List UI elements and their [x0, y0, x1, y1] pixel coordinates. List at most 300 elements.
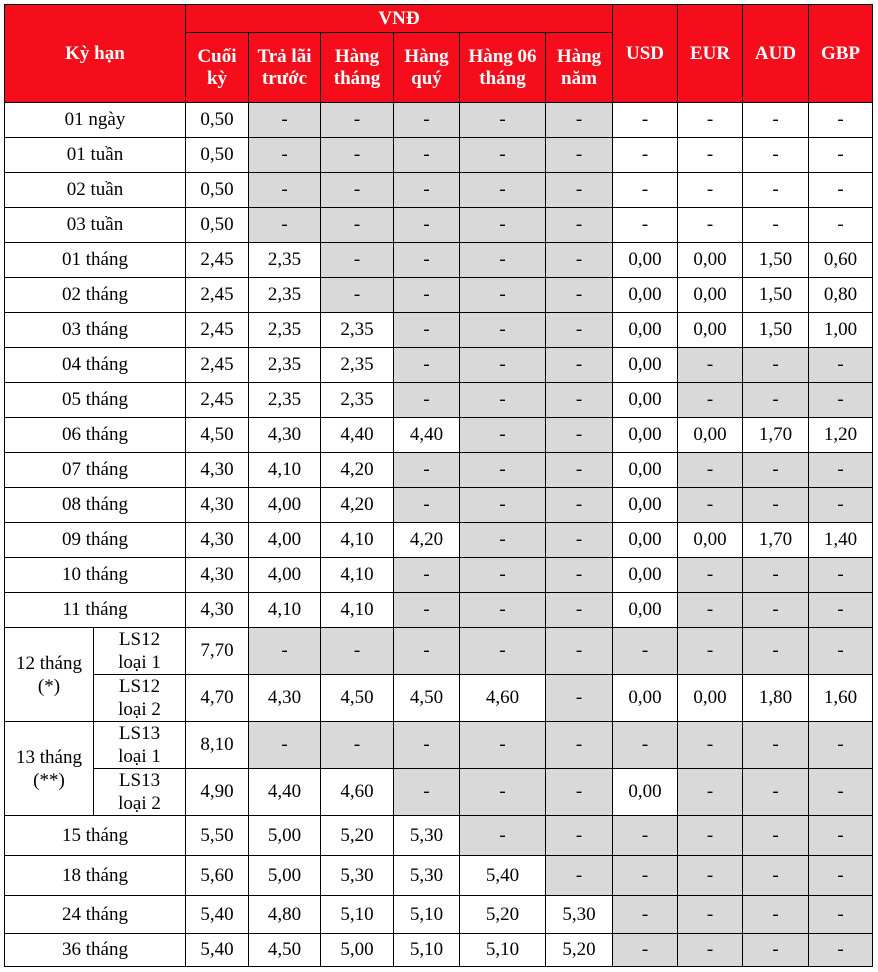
rate-cell: 5,40 [186, 934, 249, 967]
rate-cell: 4,30 [186, 488, 249, 523]
sub-term-cell [94, 675, 186, 722]
rate-cell: - [678, 173, 743, 208]
term-cell: 08 tháng [5, 488, 186, 523]
rate-cell: - [321, 173, 394, 208]
rate-cell: - [678, 103, 743, 138]
rate-cell: 4,20 [321, 488, 394, 523]
rate-cell: 4,40 [321, 418, 394, 453]
rate-cell: 2,35 [249, 348, 321, 383]
rate-cell: - [809, 488, 873, 523]
rate-cell: 7,70 [186, 628, 249, 675]
rate-cell: - [678, 934, 743, 967]
rate-cell: 2,35 [321, 348, 394, 383]
rate-cell: 2,45 [186, 278, 249, 313]
rate-cell: - [809, 173, 873, 208]
rate-cell: 1,70 [743, 418, 809, 453]
rate-cell: - [678, 628, 743, 675]
table-row [5, 675, 873, 722]
rate-cell: 1,50 [743, 278, 809, 313]
rate-cell: 4,60 [460, 675, 546, 722]
rate-cell: 1,00 [809, 313, 873, 348]
rate-cell: 4,20 [394, 523, 460, 558]
rate-cell: - [678, 722, 743, 769]
rate-cell: - [460, 278, 546, 313]
rate-cell: - [394, 138, 460, 173]
rate-cell: - [809, 816, 873, 856]
rate-cell: - [249, 138, 321, 173]
rate-cell: - [809, 769, 873, 816]
table-row [5, 488, 873, 523]
rate-cell: 5,00 [321, 934, 394, 967]
rate-cell: - [809, 103, 873, 138]
term-cell: 02 tuần [5, 173, 186, 208]
rate-cell: 0,00 [613, 523, 678, 558]
rate-cell: - [460, 348, 546, 383]
rate-cell: 0,00 [613, 453, 678, 488]
rate-cell: 0,00 [613, 558, 678, 593]
rate-cell: 1,80 [743, 675, 809, 722]
rate-cell: - [613, 722, 678, 769]
rate-cell: - [321, 722, 394, 769]
rate-cell: - [678, 816, 743, 856]
rate-cell: 5,20 [546, 934, 613, 967]
rate-cell: 4,60 [321, 769, 394, 816]
rate-cell: - [743, 769, 809, 816]
sub-term-cell [94, 628, 186, 675]
rate-cell: 4,20 [321, 453, 394, 488]
term-cell: 15 tháng [5, 816, 186, 856]
term-cell: 01 tháng [5, 243, 186, 278]
table-row [5, 722, 873, 769]
vnd-col-header: Hàng tháng [321, 33, 394, 103]
vnd-col-header: Cuối kỳ [186, 33, 249, 103]
rate-cell: - [809, 593, 873, 628]
rate-cell: 1,50 [743, 313, 809, 348]
rate-cell: 5,20 [321, 816, 394, 856]
term-group-note: (*) [37, 675, 61, 697]
rate-cell: - [460, 103, 546, 138]
term-cell: 11 tháng [5, 593, 186, 628]
aud-header: AUD [743, 5, 809, 103]
rate-cell: 0,00 [613, 348, 678, 383]
rate-cell: 8,10 [186, 722, 249, 769]
rate-cell: - [743, 934, 809, 967]
rate-cell: - [460, 208, 546, 243]
rate-cell: 4,30 [186, 593, 249, 628]
rate-cell: 0,00 [613, 278, 678, 313]
rate-cell: - [546, 208, 613, 243]
rate-cell: - [321, 278, 394, 313]
rate-cell: 0,50 [186, 173, 249, 208]
rate-cell: - [249, 103, 321, 138]
rate-cell: - [460, 523, 546, 558]
rate-cell: - [460, 173, 546, 208]
rate-cell: - [546, 418, 613, 453]
rate-cell: - [809, 628, 873, 675]
rate-cell: - [546, 593, 613, 628]
usd-header: USD [613, 5, 678, 103]
rate-cell: 1,40 [809, 523, 873, 558]
rate-cell: 0,00 [678, 243, 743, 278]
rate-cell: - [613, 816, 678, 856]
rate-cell: - [460, 453, 546, 488]
term-cell: 24 tháng [5, 896, 186, 934]
sub-term-cell [94, 722, 186, 769]
rate-cell: - [394, 628, 460, 675]
term-cell: 10 tháng [5, 558, 186, 593]
rate-cell: - [613, 628, 678, 675]
vnd-header: VNĐ [186, 5, 613, 33]
rate-cell: 0,50 [186, 138, 249, 173]
rate-cell: - [321, 628, 394, 675]
rate-cell: - [546, 488, 613, 523]
rate-cell: - [678, 348, 743, 383]
rate-cell: 0,50 [186, 208, 249, 243]
rate-cell: - [546, 453, 613, 488]
rate-cell: - [809, 138, 873, 173]
eur-header: EUR [678, 5, 743, 103]
rate-cell: 4,30 [249, 675, 321, 722]
term-group-label: 13 tháng [16, 746, 82, 768]
rate-cell: - [613, 856, 678, 896]
rate-cell: - [613, 138, 678, 173]
rate-cell: 4,30 [186, 558, 249, 593]
rate-cell: - [678, 769, 743, 816]
rate-cell: - [394, 383, 460, 418]
rate-cell: 0,00 [678, 278, 743, 313]
rate-cell: - [743, 383, 809, 418]
rate-cell: - [321, 243, 394, 278]
term-cell: 03 tháng [5, 313, 186, 348]
rate-cell: - [394, 173, 460, 208]
rate-cell: 1,70 [743, 523, 809, 558]
rate-cell: 4,10 [249, 453, 321, 488]
rate-cell: - [809, 896, 873, 934]
term-cell: 01 tuần [5, 138, 186, 173]
rate-cell: - [809, 453, 873, 488]
rate-cell: 0,00 [613, 383, 678, 418]
rate-cell: - [460, 593, 546, 628]
rate-cell: 4,10 [321, 558, 394, 593]
rate-cell: - [460, 138, 546, 173]
rate-cell: - [743, 628, 809, 675]
term-group-label: 12 tháng [16, 652, 82, 674]
table-row [5, 856, 873, 896]
rate-cell: 0,50 [186, 103, 249, 138]
rate-cell: - [546, 103, 613, 138]
rate-cell: - [743, 856, 809, 896]
rate-cell: 5,20 [460, 896, 546, 934]
table-row [5, 523, 873, 558]
rate-cell: - [678, 896, 743, 934]
rate-cell: - [546, 313, 613, 348]
rate-cell: - [678, 208, 743, 243]
table-row [5, 208, 873, 243]
rate-cell: 5,30 [546, 896, 613, 934]
sub-term-code: LS13 [118, 723, 161, 744]
rate-cell: - [546, 816, 613, 856]
rate-cell: - [546, 348, 613, 383]
term-cell: 01 ngày [5, 103, 186, 138]
table-row [5, 243, 873, 278]
table-row [5, 558, 873, 593]
rate-cell: - [460, 558, 546, 593]
rate-cell: - [394, 722, 460, 769]
rate-cell: 5,40 [460, 856, 546, 896]
rate-cell: 5,30 [394, 856, 460, 896]
rate-cell: 5,30 [321, 856, 394, 896]
rate-cell: 0,00 [613, 243, 678, 278]
rate-cell: - [460, 769, 546, 816]
rate-cell: - [678, 488, 743, 523]
rate-cell: - [546, 675, 613, 722]
term-group-note: (**) [33, 769, 65, 791]
rate-cell: 5,10 [394, 896, 460, 934]
rate-cell: - [678, 558, 743, 593]
table-row [5, 173, 873, 208]
sub-term-code: LS12 [118, 676, 161, 697]
sub-term-code: LS12 [118, 629, 161, 650]
rate-cell: - [743, 173, 809, 208]
rate-cell: 2,35 [321, 313, 394, 348]
rate-cell: - [394, 208, 460, 243]
rate-cell: - [809, 383, 873, 418]
rate-cell: - [678, 856, 743, 896]
rate-cell: - [613, 934, 678, 967]
rate-cell: - [743, 896, 809, 934]
rate-cell: - [809, 934, 873, 967]
gbp-header: GBP [809, 5, 873, 103]
term-header: Kỳ hạn [5, 5, 186, 103]
rate-cell: - [613, 173, 678, 208]
rate-cell: - [460, 313, 546, 348]
rate-cell: 0,00 [613, 593, 678, 628]
rate-cell: 0,00 [613, 313, 678, 348]
table-row [5, 103, 873, 138]
rate-cell: 2,45 [186, 243, 249, 278]
table-row [5, 896, 873, 934]
rate-cell: - [394, 488, 460, 523]
rate-cell: - [460, 722, 546, 769]
rate-cell: - [743, 453, 809, 488]
vnd-col-header: Hàng năm [546, 33, 613, 103]
rate-cell: 2,45 [186, 383, 249, 418]
rate-cell: - [460, 816, 546, 856]
rate-cell: - [460, 488, 546, 523]
rate-cell: 2,35 [249, 243, 321, 278]
rate-cell: - [613, 208, 678, 243]
rate-cell: 0,80 [809, 278, 873, 313]
rate-cell: 1,20 [809, 418, 873, 453]
rate-cell: - [743, 348, 809, 383]
rate-cell: - [394, 103, 460, 138]
rate-cell: - [809, 722, 873, 769]
rate-cell: - [394, 769, 460, 816]
term-cell: 07 tháng [5, 453, 186, 488]
rate-cell: 0,00 [613, 488, 678, 523]
rate-cell: 2,45 [186, 313, 249, 348]
table-row [5, 453, 873, 488]
rate-cell: - [394, 453, 460, 488]
rate-cell: 2,35 [249, 278, 321, 313]
vnd-col-header: Hàng 06 tháng [460, 33, 546, 103]
rate-cell: 5,00 [249, 856, 321, 896]
rate-cell: 0,00 [613, 418, 678, 453]
rate-cell: - [321, 208, 394, 243]
rate-cell: - [249, 628, 321, 675]
rate-cell: - [546, 856, 613, 896]
rate-cell: 4,90 [186, 769, 249, 816]
term-cell: 09 tháng [5, 523, 186, 558]
rate-cell: - [743, 208, 809, 243]
table-row [5, 278, 873, 313]
rate-cell: 0,60 [809, 243, 873, 278]
rate-cell: - [546, 558, 613, 593]
rate-cell: - [743, 488, 809, 523]
rate-cell: - [249, 173, 321, 208]
rate-cell: 5,10 [460, 934, 546, 967]
rate-cell: - [546, 383, 613, 418]
rate-cell: - [321, 103, 394, 138]
rate-cell: - [394, 593, 460, 628]
rate-cell: - [743, 816, 809, 856]
rate-cell: - [678, 453, 743, 488]
rate-cell: 4,10 [321, 593, 394, 628]
rate-cell: 5,10 [394, 934, 460, 967]
rate-cell: - [394, 243, 460, 278]
rate-cell: 5,50 [186, 816, 249, 856]
rate-cell: 0,00 [678, 675, 743, 722]
sub-term-type: loại 1 [118, 652, 161, 673]
rate-cell: 0,00 [613, 675, 678, 722]
rate-cell: 5,40 [186, 896, 249, 934]
table-row [5, 628, 873, 675]
rate-cell: - [743, 593, 809, 628]
rate-cell: - [546, 628, 613, 675]
rate-cell: 4,40 [394, 418, 460, 453]
rate-cell: 4,30 [249, 418, 321, 453]
rate-cell: 4,70 [186, 675, 249, 722]
rate-cell: - [394, 313, 460, 348]
rate-cell: - [546, 138, 613, 173]
term-group-cell [5, 722, 94, 816]
rate-cell: 1,60 [809, 675, 873, 722]
rate-cell: 4,50 [249, 934, 321, 967]
rate-cell: - [546, 722, 613, 769]
rate-cell: - [460, 628, 546, 675]
sub-term-type: loại 1 [118, 746, 161, 767]
rate-cell: - [249, 722, 321, 769]
rate-cell: 2,45 [186, 348, 249, 383]
interest-rate-table [4, 4, 873, 967]
rate-cell: - [546, 769, 613, 816]
sub-term-type: loại 2 [118, 699, 161, 720]
rate-cell: - [460, 243, 546, 278]
rate-cell: - [743, 558, 809, 593]
term-cell: 18 tháng [5, 856, 186, 896]
rate-cell: 0,00 [613, 769, 678, 816]
rate-cell: 5,30 [394, 816, 460, 856]
rate-cell: - [678, 593, 743, 628]
rate-cell: 4,50 [394, 675, 460, 722]
rate-cell: - [678, 383, 743, 418]
rate-cell: - [743, 103, 809, 138]
table-row [5, 383, 873, 418]
rate-cell: - [460, 418, 546, 453]
rate-cell: - [546, 278, 613, 313]
rate-cell: 2,35 [249, 383, 321, 418]
rate-cell: - [394, 558, 460, 593]
table-row [5, 816, 873, 856]
term-cell: 36 tháng [5, 934, 186, 967]
rate-cell: 4,40 [249, 769, 321, 816]
rate-cell: 5,60 [186, 856, 249, 896]
rate-cell: 4,10 [321, 523, 394, 558]
rate-cell: 0,00 [678, 418, 743, 453]
rate-cell: 4,00 [249, 488, 321, 523]
term-group-cell [5, 628, 94, 722]
rate-cell: - [809, 856, 873, 896]
table-row [5, 138, 873, 173]
table-row [5, 934, 873, 967]
rate-cell: - [743, 722, 809, 769]
table-row [5, 348, 873, 383]
rate-cell: 4,00 [249, 523, 321, 558]
rate-cell: - [809, 558, 873, 593]
sub-term-cell [94, 769, 186, 816]
term-cell: 02 tháng [5, 278, 186, 313]
vnd-col-header: Trả lãi trước [249, 33, 321, 103]
rate-cell: - [321, 138, 394, 173]
table-row [5, 769, 873, 816]
term-cell: 05 tháng [5, 383, 186, 418]
rate-cell: 4,50 [321, 675, 394, 722]
rate-cell: 4,00 [249, 558, 321, 593]
rate-cell: 4,30 [186, 453, 249, 488]
rate-cell: 2,35 [249, 313, 321, 348]
rate-cell: - [394, 348, 460, 383]
rate-cell: 4,10 [249, 593, 321, 628]
rate-cell: - [546, 173, 613, 208]
term-cell: 06 tháng [5, 418, 186, 453]
rate-cell: 0,00 [678, 313, 743, 348]
term-cell: 03 tuần [5, 208, 186, 243]
rate-cell: - [249, 208, 321, 243]
rate-cell: - [809, 208, 873, 243]
table-row [5, 418, 873, 453]
rate-cell: - [460, 383, 546, 418]
rate-cell: 5,10 [321, 896, 394, 934]
rate-cell: 5,00 [249, 816, 321, 856]
rate-cell: - [743, 138, 809, 173]
rate-cell: - [678, 138, 743, 173]
sub-term-type: loại 2 [118, 793, 161, 814]
rate-cell: - [613, 103, 678, 138]
rate-cell: - [546, 523, 613, 558]
rate-cell: 1,50 [743, 243, 809, 278]
rate-cell: 4,80 [249, 896, 321, 934]
sub-term-code: LS13 [118, 770, 161, 791]
rate-cell: - [394, 278, 460, 313]
rate-cell: 4,30 [186, 523, 249, 558]
rate-cell: 4,50 [186, 418, 249, 453]
term-cell: 04 tháng [5, 348, 186, 383]
vnd-col-header: Hàng quý [394, 33, 460, 103]
rate-cell: - [809, 348, 873, 383]
rate-cell: 2,35 [321, 383, 394, 418]
rate-cell: - [546, 243, 613, 278]
table-row [5, 313, 873, 348]
